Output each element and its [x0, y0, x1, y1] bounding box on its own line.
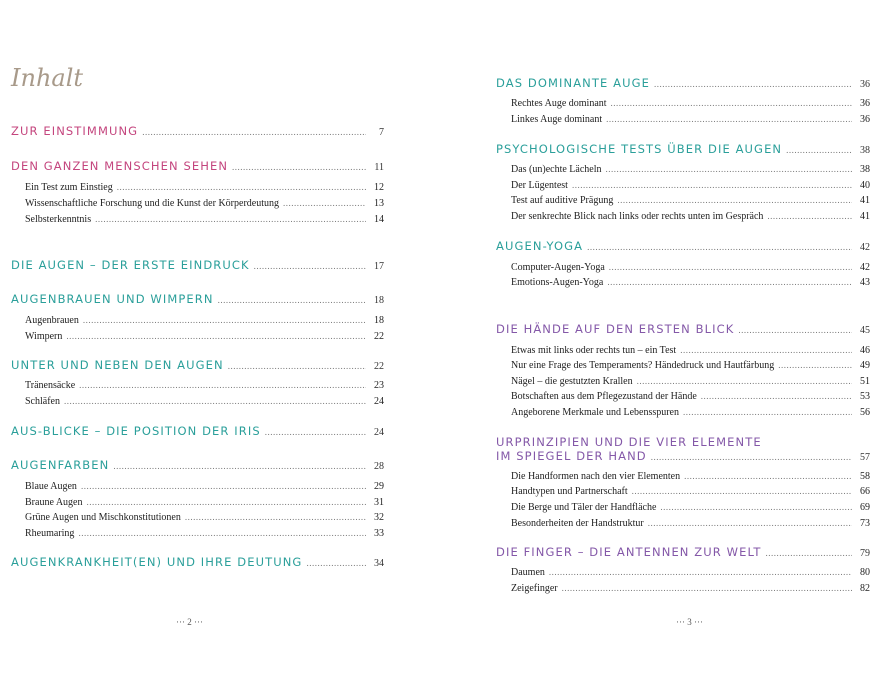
toc-page-number: 23	[374, 380, 384, 391]
dot-leader	[83, 315, 366, 326]
toc-page-number: 69	[860, 502, 870, 513]
dot-leader	[786, 142, 852, 156]
toc-section-heading[interactable]	[496, 322, 870, 336]
dot-leader	[228, 358, 366, 372]
toc-page-number: 12	[374, 182, 384, 193]
toc-page-number: 11	[374, 162, 384, 173]
toc-section-heading[interactable]	[11, 292, 384, 306]
toc-section-heading[interactable]	[11, 358, 384, 372]
toc-entry[interactable]	[511, 471, 870, 482]
toc-entry[interactable]	[511, 407, 870, 418]
toc-section-title: URPRINZIPIEN UND DIE VIER ELEMENTE	[496, 435, 762, 449]
toc-section-heading[interactable]	[496, 142, 870, 156]
toc-page-number: 57	[860, 452, 870, 463]
toc-section-heading[interactable]	[11, 258, 384, 272]
toc-section-title: IM SPIEGEL DER HAND	[496, 449, 647, 463]
dot-leader	[648, 518, 852, 529]
toc-section-title: ZUR EINSTIMMUNG	[11, 124, 139, 138]
toc-page-number: 43	[860, 277, 870, 288]
toc-entry[interactable]	[511, 98, 870, 109]
dot-leader	[684, 471, 852, 482]
dot-leader	[660, 502, 852, 513]
toc-entry-label: Die Berge und Täler der Handfläche	[511, 502, 657, 513]
toc-entry-label: Nur eine Frage des Temperaments? Händedruck und Hautfärbung	[511, 360, 775, 371]
toc-entry-label: Computer-Augen-Yoga	[511, 262, 605, 273]
toc-section-heading[interactable]	[496, 449, 870, 463]
toc-page-number: 24	[374, 396, 384, 407]
dot-leader	[142, 124, 366, 138]
toc-entry[interactable]	[25, 331, 384, 342]
toc-entry-label: Schläfen	[25, 396, 60, 407]
toc-entry[interactable]	[25, 315, 384, 326]
toc-entry[interactable]	[25, 182, 384, 193]
toc-page-number: 53	[860, 391, 870, 402]
toc-page-number: 13	[374, 198, 384, 209]
toc-entry[interactable]	[511, 262, 870, 273]
page-number-folio: ··· 2 ···	[176, 617, 203, 627]
toc-page-number: 7	[379, 127, 384, 138]
toc-entry[interactable]	[511, 502, 870, 513]
toc-entry[interactable]	[25, 214, 384, 225]
toc-entry-label: Grüne Augen und Mischkonstitutionen	[25, 512, 181, 523]
toc-section-heading[interactable]	[11, 159, 384, 173]
dot-leader	[254, 258, 366, 272]
dot-leader	[265, 424, 366, 438]
dot-leader	[778, 360, 852, 371]
right-page	[438, 0, 876, 700]
toc-entry[interactable]	[25, 380, 384, 391]
toc-entry-label: Besonderheiten der Handstruktur	[511, 518, 644, 529]
toc-entry[interactable]	[25, 396, 384, 407]
toc-section-title: DIE AUGEN – DER ERSTE EINDRUCK	[11, 258, 250, 272]
dot-leader	[606, 164, 852, 175]
toc-page-number: 34	[374, 558, 384, 569]
toc-entry[interactable]	[511, 180, 870, 191]
toc-entry[interactable]	[511, 486, 870, 497]
toc-page-number: 42	[860, 262, 870, 273]
toc-entry-label: Angeborene Merkmale und Lebensspuren	[511, 407, 679, 418]
toc-entry[interactable]	[511, 583, 870, 594]
toc-section-heading[interactable]	[11, 555, 384, 569]
page-number-folio: ··· 3 ···	[676, 617, 703, 627]
toc-page-number: 24	[374, 427, 384, 438]
dot-leader	[680, 345, 852, 356]
dot-leader	[606, 114, 852, 125]
dot-leader	[651, 449, 852, 463]
toc-page-number: 33	[374, 528, 384, 539]
toc-section-heading[interactable]	[11, 124, 384, 138]
toc-section-title: AUGENKRANKHEIT(EN) UND IHRE DEUTUNG	[11, 555, 303, 569]
toc-section-title: DIE FINGER – DIE ANTENNEN ZUR WELT	[496, 545, 762, 559]
toc-page-number: 80	[860, 567, 870, 578]
toc-section-title: UNTER UND NEBEN DEN AUGEN	[11, 358, 224, 372]
toc-entry-label: Rechtes Auge dominant	[511, 98, 607, 109]
toc-entry[interactable]	[511, 518, 870, 529]
dot-leader	[283, 198, 366, 209]
toc-page-number: 18	[374, 295, 384, 306]
toc-entry[interactable]	[25, 528, 384, 539]
toc-section-title: PSYCHOLOGISCHE TESTS ÜBER DIE AUGEN	[496, 142, 783, 156]
toc-entry-label: Zeigefinger	[511, 583, 558, 594]
toc-entry[interactable]	[511, 195, 870, 206]
toc-section-title: DIE HÄNDE AUF DEN ERSTEN BLICK	[496, 322, 735, 336]
toc-section-heading[interactable]	[496, 545, 870, 559]
toc-entry[interactable]	[511, 345, 870, 356]
dot-leader	[701, 391, 852, 402]
toc-entry[interactable]	[511, 567, 870, 578]
dot-leader	[306, 555, 366, 569]
dot-leader	[766, 545, 853, 559]
toc-page-number: 49	[860, 360, 870, 371]
toc-entry[interactable]	[511, 114, 870, 125]
dot-leader	[66, 331, 366, 342]
dot-leader	[738, 322, 852, 336]
dot-leader	[185, 512, 366, 523]
dot-leader	[549, 567, 852, 578]
toc-entry-label: Blaue Augen	[25, 481, 77, 492]
toc-page-number: 32	[374, 512, 384, 523]
toc-entry-label: Tränensäcke	[25, 380, 76, 391]
toc-page-number: 45	[860, 325, 870, 336]
toc-page-number: 38	[860, 164, 870, 175]
toc-page-number: 42	[860, 242, 870, 253]
toc-section-title: AUS-BLICKE – DIE POSITION DER IRIS	[11, 424, 261, 438]
dot-leader	[587, 239, 852, 253]
dot-leader	[609, 262, 852, 273]
dot-leader	[654, 76, 852, 90]
dot-leader	[81, 481, 366, 492]
toc-page-number: 28	[374, 461, 384, 472]
toc-entry-label: Der Lügentest	[511, 180, 568, 191]
toc-entry-label: Braune Augen	[25, 497, 83, 508]
dot-leader	[611, 98, 852, 109]
dot-leader	[232, 159, 366, 173]
toc-entry[interactable]	[511, 391, 870, 402]
toc-page-number: 36	[860, 79, 870, 90]
toc-section-heading-line1[interactable]	[496, 435, 870, 449]
toc-entry[interactable]	[25, 497, 384, 508]
toc-entry[interactable]	[25, 512, 384, 523]
toc-page-number: 58	[860, 471, 870, 482]
page-title: Inhalt	[11, 64, 84, 92]
toc-page-number: 36	[860, 98, 870, 109]
toc-entry-label: Handtypen und Partnerschaft	[511, 486, 628, 497]
toc-page-number: 31	[374, 497, 384, 508]
toc-section-heading[interactable]	[11, 424, 384, 438]
toc-entry-label: Die Handformen nach den vier Elementen	[511, 471, 681, 482]
toc-entry-label: Daumen	[511, 567, 545, 578]
toc-section-title: DAS DOMINANTE AUGE	[496, 76, 650, 90]
toc-entry-label: Selbsterkenntnis	[25, 214, 92, 225]
toc-page-number: 14	[374, 214, 384, 225]
toc-page-number: 82	[860, 583, 870, 594]
toc-section-heading[interactable]	[496, 239, 870, 253]
toc-entry[interactable]	[511, 164, 870, 175]
toc-page-number: 22	[374, 331, 384, 342]
toc-entry[interactable]	[25, 198, 384, 209]
toc-entry[interactable]	[511, 211, 870, 222]
dot-leader	[572, 180, 852, 191]
toc-entry-label: Rheumaring	[25, 528, 75, 539]
dot-leader	[607, 277, 852, 288]
dot-leader	[683, 407, 852, 418]
dot-leader	[632, 486, 852, 497]
toc-page-number: 40	[860, 180, 870, 191]
toc-section-title: AUGENFARBEN	[11, 458, 110, 472]
toc-section-heading[interactable]	[496, 76, 870, 90]
toc-page-number: 41	[860, 211, 870, 222]
toc-page-number: 29	[374, 481, 384, 492]
toc-page-number: 79	[860, 548, 870, 559]
toc-page-number: 56	[860, 407, 870, 418]
toc-page-number: 38	[860, 145, 870, 156]
toc-page-number: 46	[860, 345, 870, 356]
toc-entry-label: Etwas mit links oder rechts tun – ein Test	[511, 345, 677, 356]
dot-leader	[78, 528, 366, 539]
toc-entry-label: Der senkrechte Blick nach links oder rechts unten im Gespräch	[511, 211, 764, 222]
toc-page-number: 36	[860, 114, 870, 125]
dot-leader	[87, 497, 367, 508]
toc-section-title: AUGEN-YOGA	[496, 239, 584, 253]
dot-leader	[95, 214, 366, 225]
toc-entry[interactable]	[511, 376, 870, 387]
toc-entry[interactable]	[511, 277, 870, 288]
dot-leader	[562, 583, 852, 594]
toc-page-number: 41	[860, 195, 870, 206]
toc-section-title: AUGENBRAUEN UND WIMPERN	[11, 292, 214, 306]
dot-leader	[64, 396, 366, 407]
dot-leader	[637, 376, 852, 387]
toc-entry-label: Ein Test zum Einstieg	[25, 182, 113, 193]
toc-entry-label: Nägel – die gestutzten Krallen	[511, 376, 633, 387]
toc-page-number: 73	[860, 518, 870, 529]
toc-entry-label: Botschaften aus dem Pflegezustand der Hände	[511, 391, 697, 402]
dot-leader	[113, 458, 366, 472]
toc-entry-label: Linkes Auge dominant	[511, 114, 603, 125]
toc-page-number: 51	[860, 376, 870, 387]
toc-page-number: 66	[860, 486, 870, 497]
toc-page-number: 17	[374, 261, 384, 272]
toc-entry-label: Augenbrauen	[25, 315, 79, 326]
dot-leader	[767, 211, 852, 222]
toc-page-number: 18	[374, 315, 384, 326]
dot-leader	[617, 195, 852, 206]
toc-entry-label: Wimpern	[25, 331, 63, 342]
toc-entry-label: Das (un)echte Lächeln	[511, 164, 602, 175]
dot-leader	[218, 292, 366, 306]
toc-entry-label: Wissenschaftliche Forschung und die Kunst der Körperdeutung	[25, 198, 279, 209]
dot-leader	[117, 182, 366, 193]
toc-entry-label: Emotions-Augen-Yoga	[511, 277, 604, 288]
toc-entry-label: Test auf auditive Prägung	[511, 195, 614, 206]
toc-section-title: DEN GANZEN MENSCHEN SEHEN	[11, 159, 229, 173]
toc-entry[interactable]	[25, 481, 384, 492]
toc-entry[interactable]	[511, 360, 870, 371]
toc-section-heading[interactable]	[11, 458, 384, 472]
dot-leader	[79, 380, 366, 391]
toc-page-number: 22	[374, 361, 384, 372]
